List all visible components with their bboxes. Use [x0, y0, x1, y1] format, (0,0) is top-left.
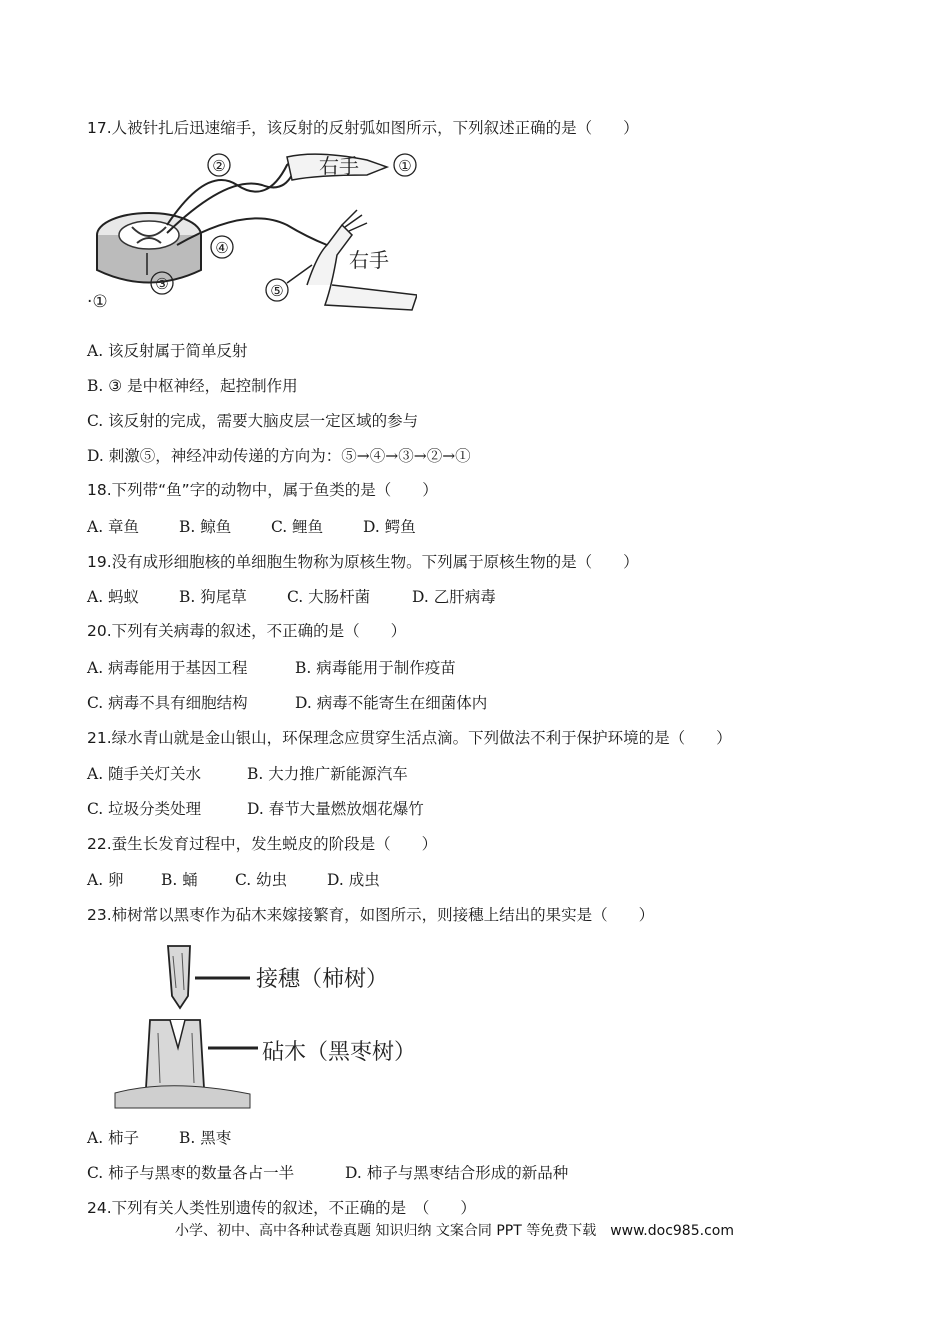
q22-options [87, 870, 380, 890]
q24-stem: 24.下列有关人类性别遗传的叙述，不正确的是 （ ） [87, 1199, 476, 1217]
q22-option-c: C. 幼虫 [235, 871, 288, 889]
q20-option-a: A. 病毒能用于基因工程 [87, 659, 248, 677]
grafting-figure [110, 938, 470, 1113]
q19-option-a: A. 蚂蚁 [87, 588, 140, 606]
hand-label-top: 右手 [319, 154, 359, 178]
page-footer: 小学、初中、高中各种试卷真题 知识归纳 文案合同 PPT 等免费下载 www.doc985.com [175, 1223, 734, 1239]
q18-option-b: B. 鲸鱼 [179, 518, 232, 536]
q18-option-a: A. 章鱼 [87, 518, 140, 536]
q20-option-b: B. 病毒能用于制作疫苗 [295, 659, 456, 677]
q22-option-d: D. 成虫 [327, 871, 380, 889]
spinal-cord-illustration [97, 213, 201, 283]
corner-label: ·① [87, 292, 108, 312]
q23-option-d: D. 柿子与黑枣结合形成的新品种 [345, 1164, 569, 1182]
q23-stem: 23.柿树常以黑枣作为砧木来嫁接繁育，如图所示，则接穗上结出的果实是（ ） [87, 906, 655, 924]
q21-option-b: B. 大力推广新能源汽车 [247, 765, 408, 783]
label-4: ④ [215, 239, 229, 257]
q21-option-a: A. 随手关灯关水 [87, 765, 202, 783]
q22-option-b: B. 蛹 [161, 871, 198, 889]
label-1-top: ① [398, 157, 412, 175]
q21-stem: 21.绿水青山就是金山银山，环保理念应贯穿生活点滴。下列做法不利于保护环境的是（ ） [87, 729, 732, 747]
q21-option-d: D. 春节大量燃放烟花爆竹 [247, 800, 424, 818]
q23-option-b: B. 黑枣 [179, 1129, 232, 1147]
q19-option-d: D. 乙肝病毒 [412, 588, 496, 606]
q22-stem: 22.蚕生长发育过程中，发生蜕皮的阶段是（ ） [87, 835, 438, 853]
q17-option-a: A. 该反射属于简单反射 [87, 342, 248, 360]
q21-option-c: C. 垃圾分类处理 [87, 800, 202, 818]
q17-option-b: B. ③ 是中枢神经，起控制作用 [87, 377, 298, 395]
q20-options-row1 [87, 658, 456, 678]
q18-options [87, 517, 416, 537]
q23-option-a: A. 柿子 [87, 1129, 140, 1147]
reflex-arc-figure [87, 145, 417, 315]
q23-options-row1 [87, 1128, 231, 1148]
q19-option-b: B. 狗尾草 [179, 588, 247, 606]
q17-stem: 17.人被针扎后迅速缩手，该反射的反射弧如图所示，下列叙述正确的是（ ） [87, 119, 639, 137]
q21-options-row2 [87, 799, 424, 819]
label-5: ⑤ [270, 282, 284, 300]
q21-options-row1 [87, 764, 408, 784]
label-2: ② [212, 157, 226, 175]
q20-options-row2 [87, 693, 487, 713]
q20-stem: 20.下列有关病毒的叙述，不正确的是（ ） [87, 622, 407, 640]
q19-options [87, 587, 496, 607]
q22-option-a: A. 卵 [87, 871, 124, 889]
scion-label: 接穗（柿树） [256, 967, 389, 992]
q17-option-c: C. 该反射的完成，需要大脑皮层一定区域的参与 [87, 412, 419, 430]
q23-options-row2 [87, 1163, 568, 1183]
q18-stem: 18.下列带“鱼”字的动物中，属于鱼类的是（ ） [87, 481, 438, 499]
stock-label: 砧木（黑枣树） [262, 1040, 417, 1065]
label-3: ③ [155, 275, 169, 293]
hand-label-bottom: 右手 [349, 248, 389, 272]
q19-option-c: C. 大肠杆菌 [287, 588, 371, 606]
q23-option-c: C. 柿子与黑枣的数量各占一半 [87, 1164, 295, 1182]
q20-option-c: C. 病毒不具有细胞结构 [87, 694, 248, 712]
q19-stem: 19.没有成形细胞核的单细胞生物称为原核生物。下列属于原核生物的是（ ） [87, 553, 639, 571]
q20-option-d: D. 病毒不能寄生在细菌体内 [295, 694, 488, 712]
q18-option-d: D. 鳄鱼 [363, 518, 416, 536]
q17-option-d: D. 刺激⑤，神经冲动传递的方向为：⑤→④→③→②→① [87, 447, 471, 465]
q18-option-c: C. 鲤鱼 [271, 518, 324, 536]
